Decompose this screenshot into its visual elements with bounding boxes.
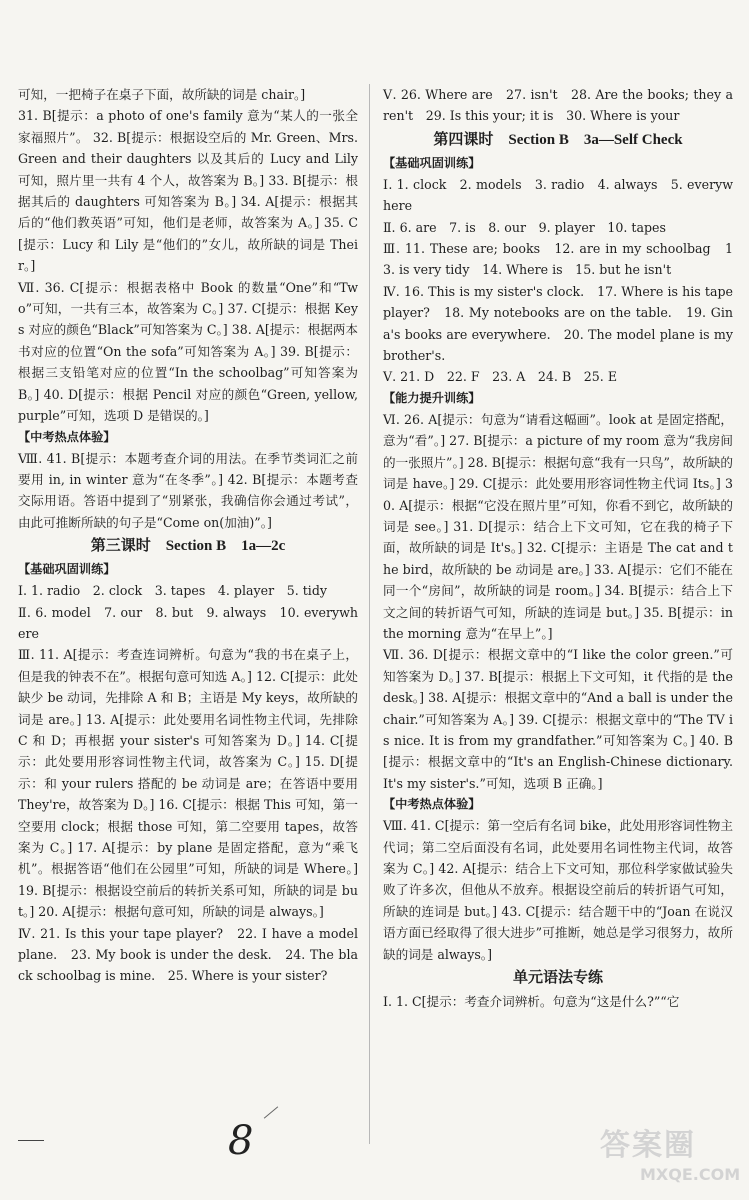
answer-paragraph: Ⅶ. 36. D[提示：根据文章中的“I like the color green.”可知答案为 D。] 37. B[提示：根据上下文可知，it 代指的是 the desk。] 38. A[提示：根据文章中的“And a ball is under the chair.”可知答案为 A。] 39. C[提示：根据文章中的“The TV is nice. It is from my grandfather.”可知答案为 C。] 40. B[提示：根据文章中的“It's an English-Chinese dictionary. It's my sister's.”可知，选项 B 正确。] <box>383 647 733 791</box>
answer-paragraph: Ⅱ. 6. are 7. is 8. our 9. player 10. tapes <box>383 219 666 235</box>
answer-paragraph: Ⅴ. 21. D 22. F 23. A 24. B 25. E <box>383 369 618 385</box>
subsection-heading: 【基础巩固训练】 <box>18 562 116 577</box>
answer-paragraph: Ⅵ. 26. A[提示：句意为“请看这幅画”。look at 是固定搭配，意为“看”。] 27. B[提示：a picture of my room 意为“我房间的一张照片”。] 28. B[提示：根据句意“我有一只鸟”，故所缺的词是 have。] 29. C[提示：此处要用形容词性物主代词 Its。] 30. A[提示：根据“它没在照片里”可知，你看不到它，故所缺的词是 see。] 31. D[提示：结合上下文可知，它在我的椅子下面，故所缺的词是 It's。] 32. C[提示：主语是 The cat and the bird，故所缺的 be 动词是 are。] 33. A[提示：它们不能在同一个“房间”，故所缺的词是 room。] 34. B[提示：结合上下文之间的转折语气可知，所缺的连词是 but。] 35. B[提示：in the morning 意为“在早上”。] <box>383 411 733 641</box>
answer-paragraph: Ⅰ. 1. radio 2. clock 3. tapes 4. player 5. tidy <box>18 583 327 599</box>
section-title: 单元语法专练 <box>512 970 603 987</box>
answer-paragraph: Ⅰ. 1. C[提示：考查介词辨析。句意为“这是什么?”“它 <box>383 994 680 1010</box>
answer-paragraph: Ⅷ. 41. C[提示：第一空后有名词 bike，此处用形容词性物主代词；第二空后面没有名词，此处要用名词性物主代词，故答案为 C。] 42. A[提示：结合上下文可知，那位科学家做试验失败了许多次，但他从不放弃。根据设空前后的转折语气可知，所缺的连词是 but。] 43. C[提示：结合题干中的“Joan 在说汉语方面已经取得了很大进步”可推断，她总是学习很努力，故所缺的词是 always。] <box>383 818 733 962</box>
subsection-heading: 【中考热点体验】 <box>18 429 116 444</box>
handwritten-page-number: 8 <box>228 1118 254 1164</box>
answer-paragraph: Ⅱ. 6. model 7. our 8. but 9. always 10. everywhere <box>18 604 358 641</box>
right-column <box>383 84 733 1012</box>
watermark-logo: 答案圈 <box>600 1128 696 1163</box>
pen-stroke <box>264 1106 278 1118</box>
answer-paragraph: Ⅶ. 36. C[提示：根据表格中 Book 的数量“One”和“Two”可知，一共有三本，故答案为 C。] 37. C[提示：根据 Keys 对应的颜色“Black”可知答案为 C。] 38. A[提示：根据两本书对应的位置“On the sofa”可知答案为 A。] 39. B[提示：根据三支铅笔对应的位置“In the schoolbag”可知答案为 B。] 40. D[提示：根据 Pencil 对应的颜色“Green, yellow, purple”可知，选项 D 是错误的。] <box>18 279 358 424</box>
answer-paragraph: 31. B[提示：a photo of one's family 意为“某人的一张全家福照片”。 32. B[提示：根据设空后的 Mr. Green、Mrs. Green and their daughters 以及其后的 Lucy and Lily 可知，照片里一共有 4 个人，故答案为 B。] 33. B[提示：根据其后的 daughters 可知答案为 B。] 34. A[提示：根据其后的“他们教英语”可知，他们是老师，故答案为 A。] 35. C[提示：Lucy 和 Lily 是“他们的”女儿，故所缺的词是 Their。] <box>18 108 358 274</box>
answer-paragraph: Ⅲ. 11. These are; books 12. are in my schoolbag 13. is very tidy 14. Where is 15. but he isn't <box>383 241 733 278</box>
section-title: 第三课时 Section B 1a—2c <box>90 538 286 555</box>
answer-paragraph: Ⅴ. 26. Where are 27. isn't 28. Are the books; they aren't 29. Is this your; it is 30. Where is your <box>383 87 733 124</box>
subsection-heading: 【基础巩固训练】 <box>383 155 481 170</box>
section-title: 第四课时 Section B 3a—Self Check <box>433 131 683 148</box>
watermark-url: MXQE.COM <box>640 1165 741 1184</box>
left-column <box>18 84 358 987</box>
subsection-heading: 【中考热点体验】 <box>383 797 481 812</box>
answer-paragraph: Ⅳ. 21. Is this your tape player? 22. I have a model plane. 23. My book is under the desk. 24. The black schoolbag is mine. 25. Where is your sister? <box>18 925 358 984</box>
footer-rule <box>18 1140 44 1141</box>
answer-paragraph: Ⅳ. 16. This is my sister's clock. 17. Where is his tape player? 18. My notebooks are on the table. 19. Gina's books are everywhere. 20. The model plane is my brother's. <box>383 283 733 364</box>
answer-paragraph: Ⅰ. 1. clock 2. models 3. radio 4. always 5. everywhere <box>383 176 733 214</box>
answer-paragraph: Ⅷ. 41. B[提示：本题考查介词的用法。在季节类词汇之前要用 in, in winter 意为“在冬季”。] 42. B[提示：本题考查交际用语。答语中提到了“别紧张，我确信你会通过考试”，由此可推断所缺的句子是“Come on(加油)”。] <box>18 450 358 530</box>
subsection-heading: 【能力提升训练】 <box>383 390 481 405</box>
column-divider <box>369 84 370 1144</box>
answer-paragraph: 可知，一把椅子在桌子下面，故所缺的词是 chair。] <box>18 87 306 102</box>
answer-paragraph: Ⅲ. 11. A[提示：考查连词辨析。句意为“我的书在桌子上，但是我的钟表不在”。根据句意可知选 A。] 12. C[提示：此处缺少 be 动词，先排除 A 和 B；主语是 My keys，故所缺的词是 are。] 13. A[提示：此处要用名词性物主代词，先排除 C 和 D；再根据 your sister's 可知答案为 D。] 14. C[提示：此处要用形容词性物主代词，故答案为 C。] 15. D[提示：和 your rulers 搭配的 be 动词是 are；在答语中要用 They're，故答案为 D。] 16. C[提示：根据 This 可知，第一空要用 clock；根据 those 可知，第二空要用 tapes，故答案为 C。] 17. A[提示：by plane 是固定搭配，意为“乘飞机”。根据答语“他们在公园里”可知，所缺的词是 Where。] 19. B[提示：根据设空前后的转折关系可知，所缺的词是 but。] 20. A[提示：根据句意可知，所缺的词是 always。] <box>18 647 358 920</box>
